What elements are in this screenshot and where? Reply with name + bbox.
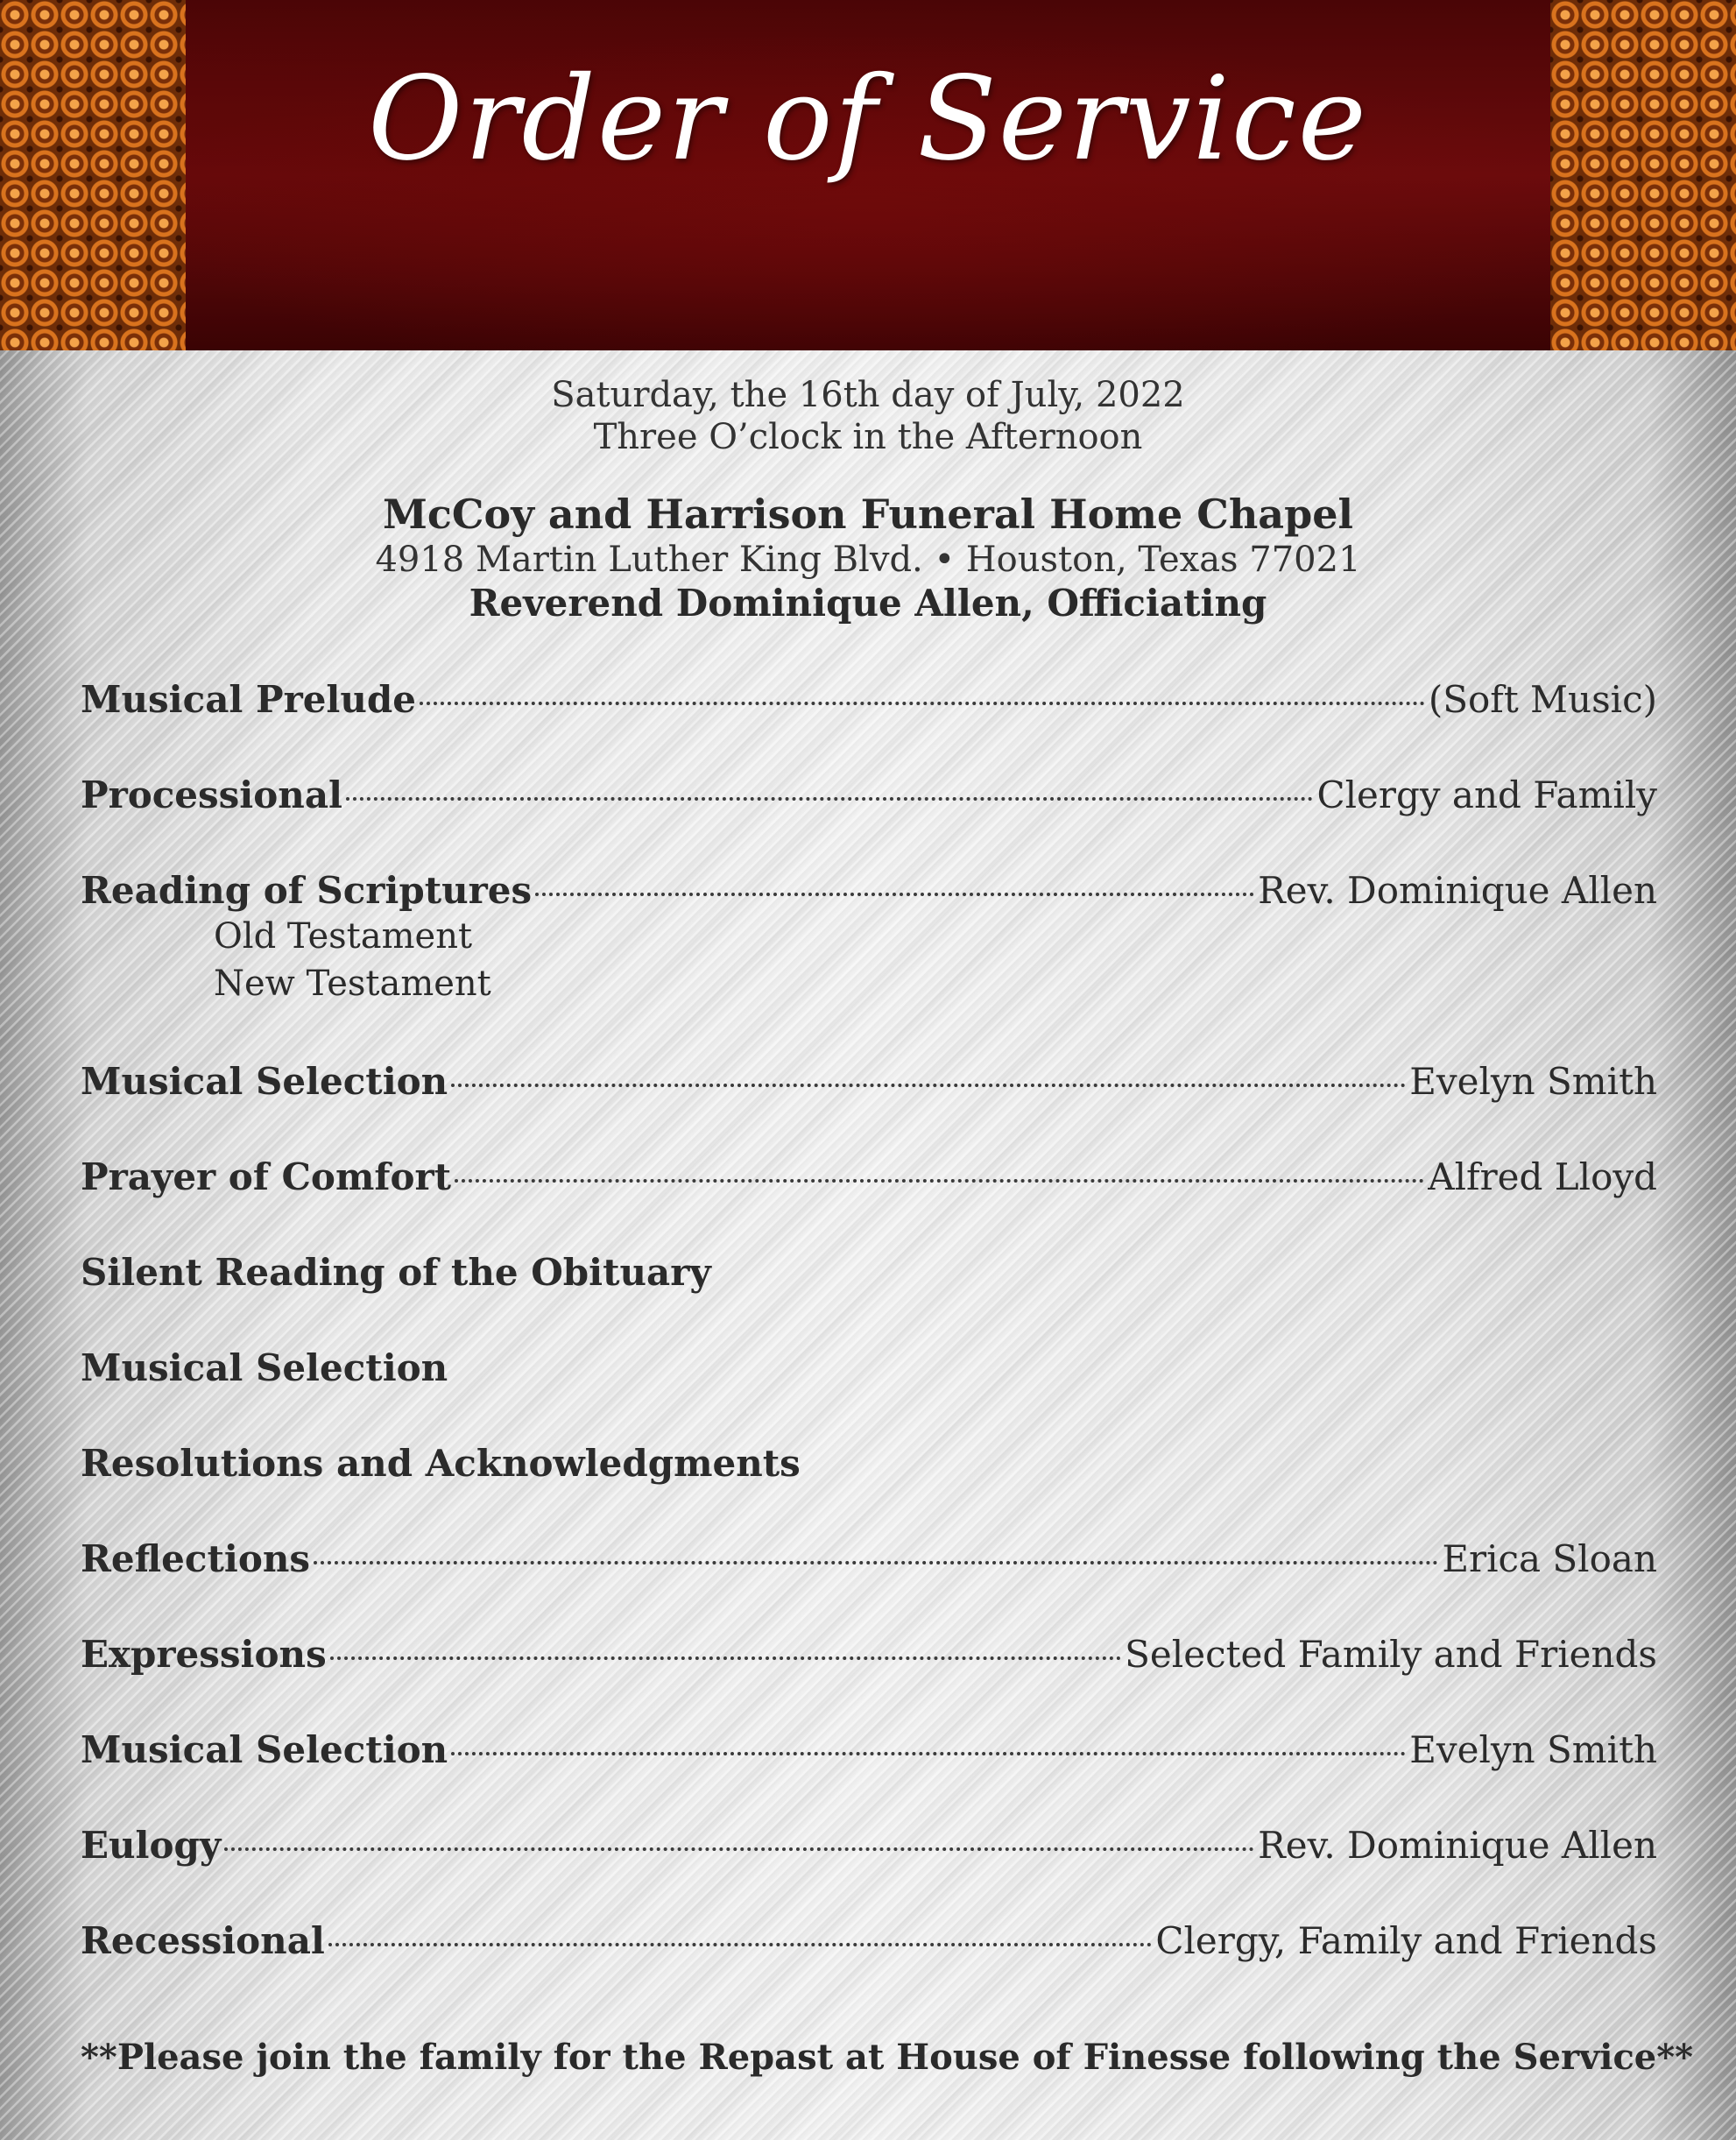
dotted-leader xyxy=(451,1084,1406,1087)
dotted-leader xyxy=(535,893,1254,896)
program-item xyxy=(81,1633,1657,1676)
program-item xyxy=(81,869,1657,912)
program-item xyxy=(81,1537,1657,1580)
program-item-label: Processional xyxy=(81,773,342,816)
program-item-label: Recessional xyxy=(81,1919,325,1962)
repast-note: **Please join the family for the Repast at House of Finesse following the Service** xyxy=(81,2037,1694,2078)
program-item-value: Erica Sloan xyxy=(1442,1537,1657,1580)
program-item-label: Resolutions and Acknowledgments xyxy=(81,1442,801,1485)
program-item xyxy=(81,1728,1657,1771)
ornament-pattern-right xyxy=(1550,0,1736,350)
officiant-line: Reverend Dominique Allen, Officiating xyxy=(469,582,1267,625)
program-item xyxy=(81,1442,1657,1485)
program-item xyxy=(81,1251,1657,1294)
dotted-leader xyxy=(451,1752,1406,1755)
venue-address: 4918 Martin Luther King Blvd. • Houston, Texas 77021 xyxy=(375,540,1361,580)
program-item-label: Eulogy xyxy=(81,1824,222,1867)
dotted-leader xyxy=(346,797,1313,801)
program-item xyxy=(81,1346,1657,1389)
program-item xyxy=(81,678,1657,721)
dotted-leader xyxy=(224,1847,1254,1851)
program-subitem: Old Testament xyxy=(214,916,473,957)
ornament-pattern-left xyxy=(0,0,186,350)
program-item xyxy=(81,1060,1657,1103)
program-item-label: Musical Selection xyxy=(81,1346,448,1389)
program-item-label: Expressions xyxy=(81,1633,327,1676)
service-time: Three O’clock in the Afternoon xyxy=(593,417,1143,457)
program-item-value: Clergy, Family and Friends xyxy=(1155,1919,1657,1962)
header-banner xyxy=(0,0,1736,350)
program-item-value: Evelyn Smith xyxy=(1409,1728,1657,1771)
program-item xyxy=(81,1155,1657,1198)
dotted-leader xyxy=(455,1179,1424,1183)
program-item-label: Musical Prelude xyxy=(81,678,417,721)
program-item-value: Rev. Dominique Allen xyxy=(1258,1824,1657,1867)
program-item-value: Alfred Lloyd xyxy=(1428,1155,1657,1198)
program-item-label: Reading of Scriptures xyxy=(81,869,533,912)
program-item-value: (Soft Music) xyxy=(1428,678,1657,721)
program-item-value: Selected Family and Friends xyxy=(1125,1633,1657,1676)
program-item-value: Clergy and Family xyxy=(1316,773,1657,816)
dotted-leader xyxy=(314,1561,1438,1564)
program-subitem: New Testament xyxy=(214,964,491,1004)
program-item-label: Prayer of Comfort xyxy=(81,1155,451,1198)
program-item-value: Evelyn Smith xyxy=(1409,1060,1657,1103)
program-item xyxy=(81,1919,1657,1962)
dotted-leader xyxy=(328,1943,1152,1946)
service-date: Saturday, the 16th day of July, 2022 xyxy=(551,375,1185,415)
dotted-leader xyxy=(420,702,1425,705)
dotted-leader xyxy=(330,1656,1121,1660)
program-item-label: Musical Selection xyxy=(81,1728,448,1771)
program-item xyxy=(81,773,1657,816)
program-item-value: Rev. Dominique Allen xyxy=(1258,869,1657,912)
page-title: Order of Service xyxy=(368,52,1368,187)
venue-name: McCoy and Harrison Funeral Home Chapel xyxy=(382,491,1354,538)
program-item-label: Musical Selection xyxy=(81,1060,448,1103)
program-item-label: Silent Reading of the Obituary xyxy=(81,1251,711,1294)
program-item-label: Reflections xyxy=(81,1537,311,1580)
program-item xyxy=(81,1824,1657,1867)
